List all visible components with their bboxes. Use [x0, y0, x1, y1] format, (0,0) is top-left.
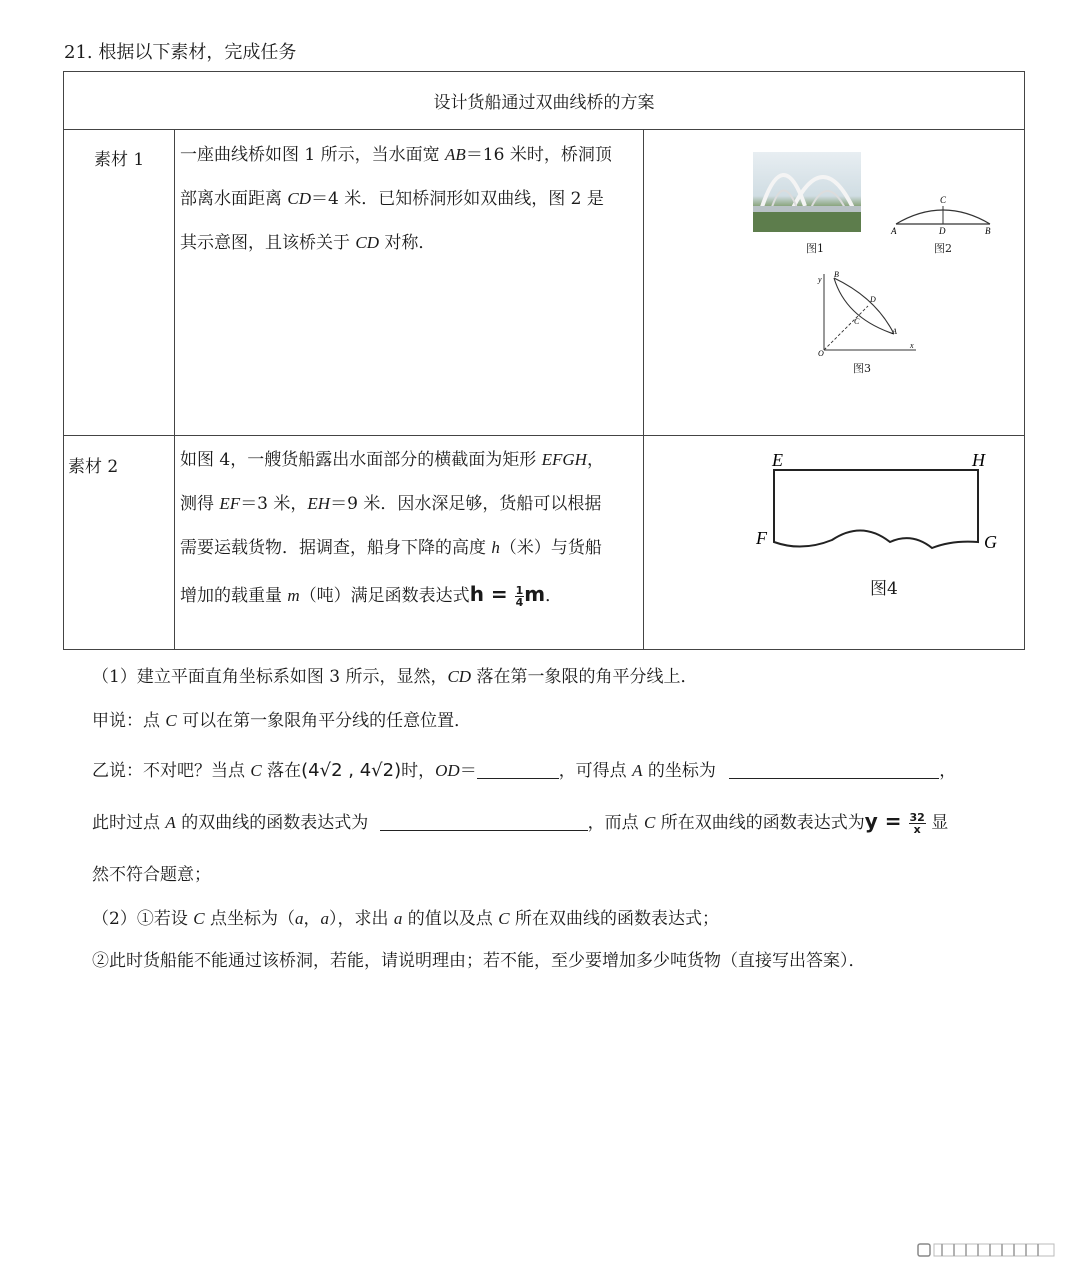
question-number: 21. — [64, 42, 93, 63]
fig3-label-o: O — [818, 349, 824, 358]
fig3-diagram — [812, 268, 922, 358]
formula-y-fraction: $\frac{32}{x}$ — [909, 811, 925, 836]
fig3-label-x: x — [910, 341, 914, 350]
table-divider-header — [63, 129, 1025, 130]
paragraph-jia: 甲说：点 C 可以在第一象限角平分线的任意位置． — [92, 711, 472, 731]
paragraph-part2-1: （2）①若设 C 点坐标为（a，a），求出 a 的值以及点 C 所在双曲线的函数表达式； — [92, 909, 719, 929]
fig2-label-b: B — [985, 226, 991, 236]
blank-hyperbola-a[interactable] — [380, 812, 588, 831]
fig2-label-a: A — [891, 226, 897, 236]
fig3-curve-lower — [834, 278, 894, 334]
blank-point-a[interactable] — [729, 760, 939, 779]
material-1-label: 素材 1 — [94, 150, 145, 170]
fig3-label-a: A — [892, 327, 897, 336]
fig4-label-g: G — [984, 532, 997, 552]
fig4-ship-outline — [774, 470, 978, 548]
coordinate-c: (4√2 , 4√2) — [301, 760, 402, 781]
formula-h-rhs: m — [524, 582, 546, 606]
bridge-photo — [753, 152, 861, 232]
material-1-text: 一座曲线桥如图 1 所示，当水面宽 AB＝16 米时，桥洞顶 部离水面距离 CD＝4 米．已知桥洞形如双曲线，图 2 是 其示意图，且该桥关于 CD 对称． — [180, 145, 612, 253]
question-instruction: 根据以下素材，完成任务 — [98, 42, 297, 63]
fig2-label-d: D — [939, 226, 946, 236]
formula-h-lhs: h = — [469, 582, 515, 606]
fig4-diagram — [752, 448, 1012, 558]
fig4-label-h: H — [972, 450, 985, 470]
fig3-label-c: C — [854, 317, 860, 326]
fig1-caption: 图1 — [806, 242, 824, 255]
material-2-label: 素材 2 — [68, 457, 119, 477]
paragraph-part1: （1）建立平面直角坐标系如图 3 所示，显然，CD 落在第一象限的角平分线上． — [92, 667, 698, 687]
paragraph-part2-2: ②此时货船能不能通过该桥洞，若能，请说明理由；若不能，至少要增加多少吨货物（直接写出答案）． — [92, 951, 866, 971]
table-divider-row — [63, 435, 1025, 436]
table-divider-col2 — [643, 129, 644, 650]
fig3-label-y: y — [818, 275, 822, 284]
blank-od[interactable] — [477, 760, 559, 779]
fig3-bisector — [824, 306, 868, 350]
material-2-text: 如图 4，一艘货船露出水面部分的横截面为矩形 EFGH， 测得 EF＝3 米，EH＝9 米．因水深足够，货船可以根据 需要运载货物．据调查，船身下降的高度 h（米）与货船 增加的载重量 m（吨）满足函数表达式h = $\frac{1}{4}$ m． — [180, 450, 604, 609]
fig4-label-e: E — [772, 450, 783, 470]
fig4-caption: 图4 — [870, 579, 898, 599]
paragraph-hyperbola: 此时过点 A 的双曲线的函数表达式为 ，而点 C 所在双曲线的函数表达式为y = $\frac{32}{x}$ 显 — [92, 809, 949, 836]
paragraph-conclusion: 然不符合题意； — [92, 865, 211, 885]
formula-h-fraction: $\frac{1}{4}$ — [515, 584, 524, 609]
fig3-label-d: D — [870, 295, 876, 304]
table-divider-col1 — [174, 129, 175, 650]
paragraph-yi: 乙说：不对吧？当点 C 落在(4√2 , 4√2)时，OD＝ ，可得点 A 的坐标为 ， — [92, 760, 957, 781]
fig2-label-c: C — [940, 195, 947, 205]
question-title — [64, 38, 296, 64]
fig3-curve-upper — [834, 278, 894, 334]
fig3-label-b: B — [834, 270, 839, 279]
fig4-label-f: F — [756, 528, 767, 548]
fig2-caption: 图2 — [934, 242, 952, 255]
table-header: 设计货船通过双曲线桥的方案 — [433, 92, 655, 113]
fig3-caption: 图3 — [853, 362, 871, 375]
corner-toolbar-icon — [870, 1240, 1060, 1262]
formula-y-lhs: y = — [864, 809, 909, 833]
